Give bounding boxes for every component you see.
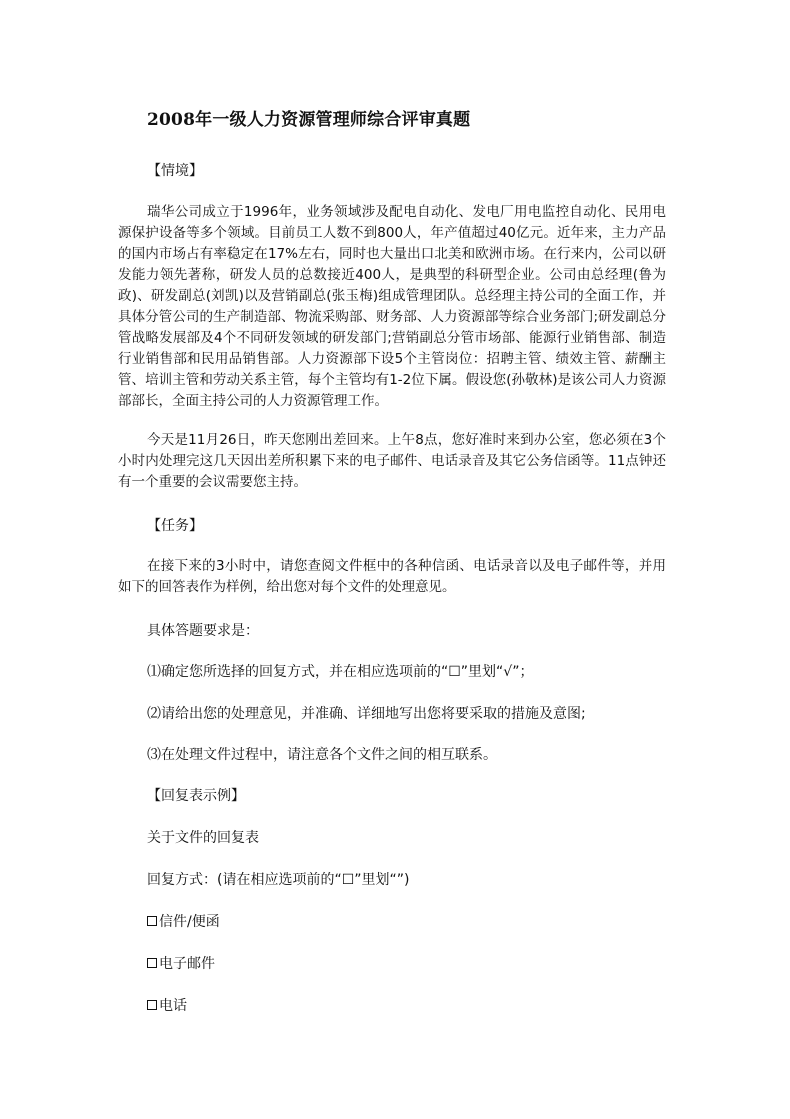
task-heading: 【任务】 <box>147 518 203 534</box>
checkbox-icon[interactable] <box>147 916 157 926</box>
option-email[interactable] <box>147 953 215 973</box>
document-title: 2008年一级人力资源管理师综合评审真题 <box>147 110 471 130</box>
requirement-3: ⑶在处理文件过程中，请注意各个文件之间的相互联系。 <box>147 747 497 763</box>
example-heading: 【回复表示例】 <box>147 788 245 804</box>
requirements-intro: 具体答题要求是： <box>147 623 259 639</box>
option-phone[interactable] <box>147 995 187 1015</box>
situation-heading: 【情境】 <box>147 163 203 179</box>
situation-paragraph-1: 瑞华公司成立于1996年，业务领域涉及配电自动化、发电厂用电监控自动化、民用电源保护设备等多个领域。目前员工人数不到800人，年产值超过40亿元。近年来，主力产品的国内市场占有率稳定在17%左右，同时也大量出口北美和欧洲市场。在行来内，公司以研发能力领先著称，研发人员的总数接近400人，是典型的科研型企业。公司由总经理(鲁为政)、研发副总(刘凯)以及营销副总(张玉梅)组成管理团队。总经理主持公司的全面工作，并具体分管公司的生产制造部、物流采购部、财务部、人力资源部等综合业务部门;研发副总分管战略发展部及4个不同研发领域的研发部门;营销副总分管市场部、能源行业销售部、制造行业销售部和民用品销售部。人力资源部下设5个主管岗位：招聘主管、绩效主管、薪酬主管、培训主管和劳动关系主管，每个主管均有1-2位下属。假设您(孙敬林)是该公司人力资源部部长，全面主持公司的人力资源管理工作。 <box>118 204 666 409</box>
option-label: 电子邮件 <box>159 956 215 972</box>
requirement-1: ⑴确定您所选择的回复方式，并在相应选项前的“☐”里划“√”； <box>147 664 534 680</box>
requirement-2: ⑵请给出您的处理意见，并准确、详细地写出您将要采取的措施及意图; <box>147 706 586 722</box>
option-label: 电话 <box>159 998 187 1014</box>
reply-method-line: 回复方式：(请在相应选项前的“☐”里划“”) <box>147 872 410 888</box>
option-label: 信件/便函 <box>159 914 220 930</box>
form-title: 关于文件的回复表 <box>147 830 259 846</box>
situation-paragraph-2: 今天是11月26日，昨天您刚出差回来。上午8点，您好准时来到办公室，您必须在3个小时内处理完这几天因出差所积累下来的电子邮件、电话录音及其它公务信函等。11点钟还有一个重要的会议需要您主持。 <box>118 432 666 490</box>
checkbox-icon[interactable] <box>147 958 157 968</box>
checkbox-icon[interactable] <box>147 1000 157 1010</box>
option-letter[interactable] <box>147 911 220 931</box>
task-paragraph: 在接下来的3小时中，请您查阅文件框中的各种信函、电话录音以及电子邮件等，并用如下的回答表作为样例，给出您对每个文件的处理意见。 <box>118 558 666 595</box>
